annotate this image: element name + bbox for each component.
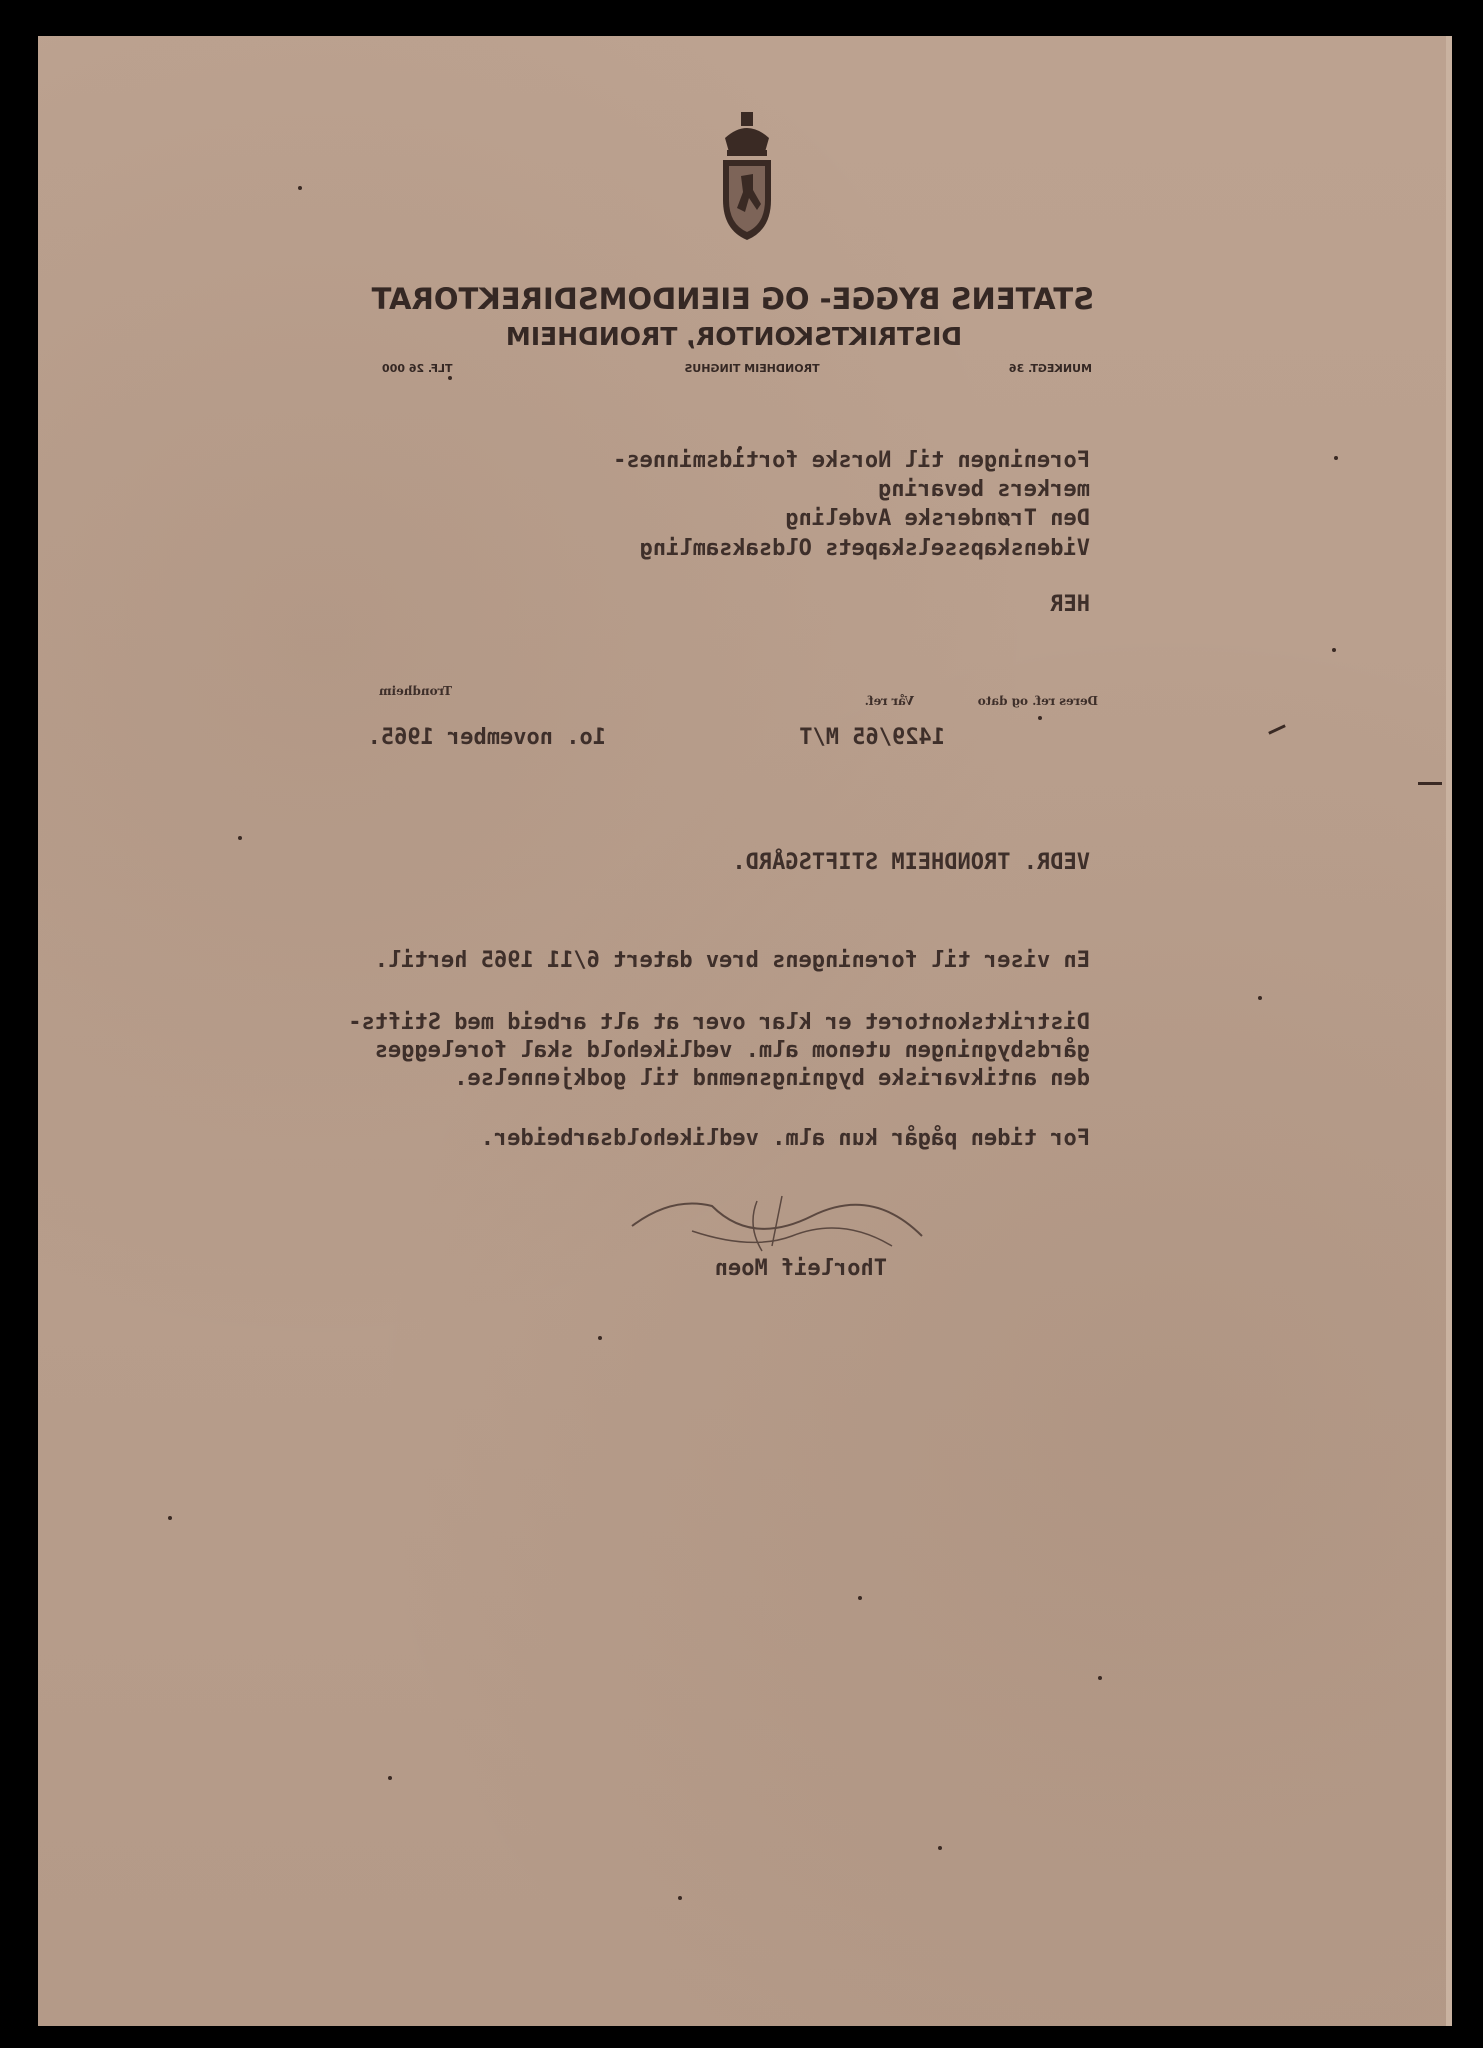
- recipient-line-2: merkers bevaring: [878, 477, 1090, 502]
- coat-of-arms-icon: [715, 112, 779, 242]
- letter-page: [38, 36, 1452, 2026]
- place-label: Trondheim: [378, 684, 452, 698]
- body-paragraph-2-line-3: den antikvariske bygningsnemnd til godkjennelse.: [454, 1066, 1090, 1091]
- letterhead-phone: TLF. 26 000: [382, 362, 453, 375]
- letterhead-subtitle: DISTRIKTSKONTOR, TRONDHEIM: [505, 322, 963, 351]
- subject-line: VEDR. TRONDHEIM STIFTSGÅRD.: [732, 850, 1090, 875]
- your-ref-label: Deres ref. og dato: [977, 694, 1098, 708]
- recipient-line-4: Videnskapsselskapets Oldsaksamling: [639, 536, 1090, 561]
- letterhead-street: MUNKEGT. 36: [1008, 362, 1092, 375]
- our-reference: 1429/65 M/T: [799, 725, 945, 750]
- mirrored-content: [38, 36, 1452, 2026]
- our-ref-label: Vår ref.: [864, 694, 914, 708]
- recipient-city: HER: [1050, 592, 1090, 617]
- letter-date: 1o. november 1965.: [367, 725, 606, 750]
- letterhead-building: TRONDHEIM TINGHUS: [684, 362, 820, 375]
- recipient-line-1: Foreningen til Norske fortidsminnes-: [613, 448, 1090, 473]
- signature-name: Thorleif Moen: [714, 1256, 887, 1281]
- handwritten-signature: [612, 1176, 932, 1266]
- body-paragraph-2-line-1: Distriktskontoret er klar over at alt arbeid med Stifts-: [348, 1010, 1090, 1035]
- recipient-line-3: Den Trønderske Avdeling: [785, 506, 1090, 531]
- body-paragraph-1: En viser til foreningens brev datert 6/11 1965 hertil.: [374, 948, 1090, 973]
- letterhead-title: STATENS BYGGE- OG EIENDOMSDIREKTORAT: [371, 282, 1094, 316]
- body-paragraph-2-line-2: gårdsbygningen utenom alm. vedlikehold skal forelegges: [374, 1038, 1090, 1063]
- body-paragraph-3: For tiden pågår kun alm. vedlikeholdsarbeider.: [480, 1126, 1090, 1151]
